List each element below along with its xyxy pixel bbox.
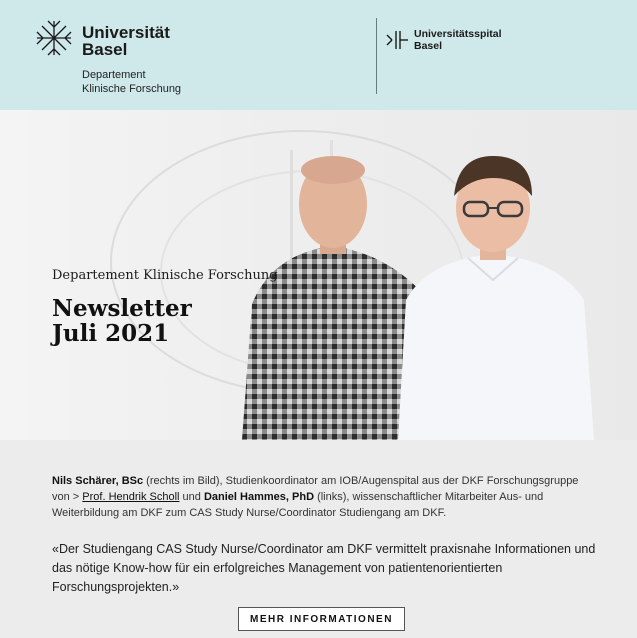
intro-paragraph — [52, 473, 592, 521]
usb-name[interactable] — [414, 28, 502, 52]
department-label — [82, 68, 181, 96]
usb-name-line2: Basel — [414, 40, 443, 52]
intro-text: (rechts im Bild), Studienkoordinator am IOB/Augenspital aus der DKF Forschungsgruppe von > — [52, 475, 579, 503]
hero-image — [0, 110, 637, 440]
hero-kicker: Departement Klinische Forschung — [52, 268, 278, 283]
newsletter-title-line1: Newsletter — [52, 295, 192, 322]
unibas-name-line2: Basel — [82, 40, 128, 59]
header-banner — [0, 0, 637, 110]
newsletter-title-line2: Juli 2021 — [52, 320, 170, 347]
unibas-name-line1: Universität — [82, 23, 170, 42]
usb-name-line1: Universitätsspital — [414, 28, 502, 40]
intro-text: und — [179, 491, 204, 503]
intro-text: (links), wissenschaftlicher Mitarbeiter Aus- und Weiterbildung am DKF zum CAS Study Nurse/Coordinator Studiengang am DKF. — [52, 491, 544, 519]
department-line2: Klinische Forschung — [82, 83, 182, 95]
unibas-name[interactable] — [82, 24, 170, 58]
more-info-button[interactable]: MEHR INFORMATIONEN — [238, 607, 405, 631]
person-nils-schaerer — [398, 150, 594, 440]
person-name-daniel: Daniel Hammes, PhD — [203, 491, 315, 503]
unibas-logo-icon[interactable] — [34, 18, 74, 58]
usb-logo-icon[interactable] — [386, 30, 410, 50]
header-divider — [376, 18, 377, 94]
link-prof-scholl[interactable]: Prof. Hendrik Scholl — [82, 491, 180, 503]
quote-paragraph: «Der Studiengang CAS Study Nurse/Coordinator am DKF vermittelt praxisnahe Informationen und das nötige Know-how für ein erfolgreiches Management von patientenorientierten Forschungsprojekten.» — [52, 542, 596, 594]
newsletter-title — [52, 296, 192, 346]
department-line1: Departement — [82, 69, 146, 81]
person-name-nils: Nils Schärer, BSc — [52, 475, 144, 487]
